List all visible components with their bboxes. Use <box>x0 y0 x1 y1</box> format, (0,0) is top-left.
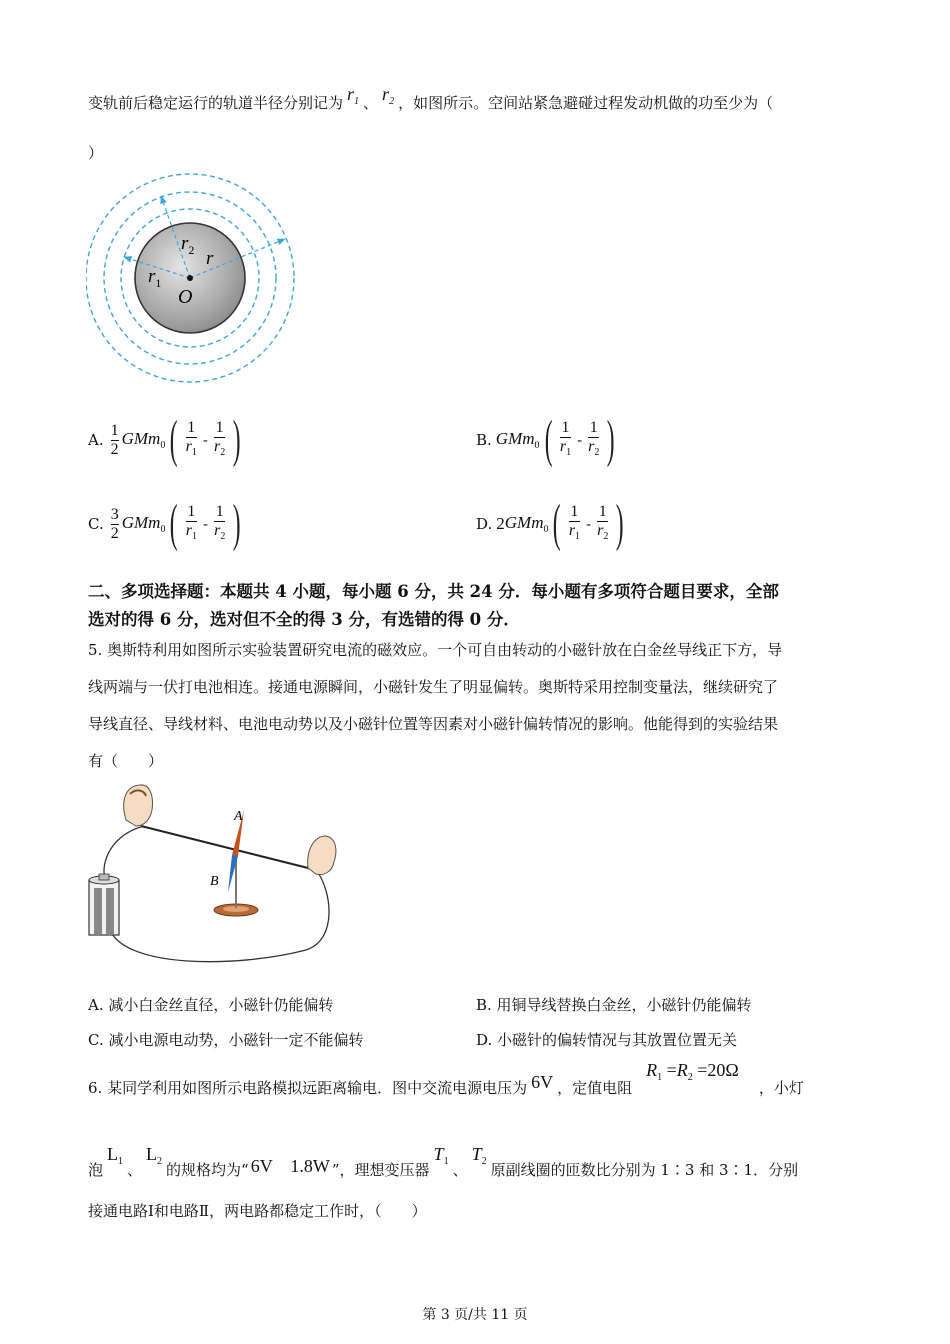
q4-line1 <box>88 84 774 120</box>
q6-line1: 6. 某同学利用如图所示电路模拟远距离输电．图中交流电源电压为 6V ，定值电阻 $R_1 =R_2 =20\Omega$ ，小灯 <box>88 1060 804 1097</box>
page-footer: 第 3 页/共 11 页 <box>422 1307 528 1323</box>
label-r1: $r_1$ <box>148 266 162 290</box>
q4-sep: 、 <box>363 94 379 112</box>
wire-bottom <box>110 870 329 962</box>
q4-text-a: 变轨前后稳定运行的轨道半径分别记为 <box>88 94 344 112</box>
hand-right <box>308 836 336 875</box>
battery <box>89 880 119 935</box>
q5-option-b[interactable]: B. 用铜导线替换白金丝，小磁针仍能偏转 <box>476 996 752 1014</box>
q5-line4: 有（ ） <box>88 752 164 770</box>
q4-option-a[interactable]: A. $\frac{1}{2}$ GMm$_0$ ( $\frac{1}{r_1}$ - $\frac{1}{r_2}$ ) <box>88 411 241 468</box>
q4-text-b: ，如图所示。空间站紧急避碰过程发动机做的功至少为（ <box>398 94 774 112</box>
q5-line1: 5. 奥斯特利用如图所示实验装置研究电流的磁效应。一个可自由转动的小磁针放在白金丝导线正下方，导 <box>88 641 783 659</box>
q4-r2: $r_2$ <box>382 84 395 107</box>
oersted-figure <box>86 780 346 972</box>
label-r2: $r_2$ <box>181 233 195 257</box>
q4-line2: ） <box>88 144 104 162</box>
q6-resistance: $R_1 =R_2 =20\Omega$ <box>646 1060 739 1083</box>
center-dot <box>187 275 193 281</box>
label-b: B <box>210 874 219 889</box>
q6-line3: 接通电路Ⅰ和电路Ⅱ，两电路都稳定工作时，（ ） <box>88 1202 427 1220</box>
section2-line2: 选对的得 6 分，选对但不全的得 3 分，有选错的得 0 分． <box>88 610 520 629</box>
label-o: O <box>178 286 193 308</box>
q4-option-b[interactable]: B. GMm$_0$ ( $\frac{1}{r_1}$ - $\frac{1}{r_2}$ ) <box>476 411 615 468</box>
q6-line2: 泡 $L_1$ 、 $L_2$ 的规格均为“ 6V 1.8W ”，理想变压器 $T_1$ 、 $T_2$ 原副线圈的匝数比分别为 1∶3 和 3∶1．分别 <box>88 1144 799 1179</box>
label-a: A <box>234 809 243 824</box>
q4-option-d[interactable]: D. 2 GMm$_0$ ( $\frac{1}{r_1}$ - $\frac{1}{r_2}$ ) <box>476 495 624 552</box>
platinum-wire <box>141 826 316 870</box>
q4-option-c[interactable]: C. $\frac{3}{2}$ GMm$_0$ ( $\frac{1}{r_1}$ - $\frac{1}{r_2}$ ) <box>88 495 241 552</box>
wire-left <box>104 826 144 880</box>
q5-option-a[interactable]: A. 减小白金丝直径，小磁针仍能偏转 <box>88 996 334 1014</box>
q5-line3: 导线直径、导线材料、电池电动势以及小磁针位置等因素对小磁针偏转情况的影响。他能得到的实验结果 <box>88 715 779 733</box>
label-r: r <box>206 248 214 269</box>
orbit-figure <box>86 172 298 384</box>
q5-option-d[interactable]: D. 小磁针的偏转情况与其放置位置无关 <box>476 1031 738 1049</box>
q5-option-c[interactable]: C. 减小电源电动势，小磁针一定不能偏转 <box>88 1031 364 1049</box>
q5-line2: 线两端与一伏打电池相连。接通电源瞬间，小磁针发生了明显偏转。奥斯特采用控制变量法，继续研究了 <box>88 678 779 696</box>
section2-line1: 二、多项选择题：本题共 4 小题，每小题 6 分，共 24 分．每小题有多项符合题目要求，全部 <box>88 582 779 601</box>
q4-r1: $r_1$ <box>347 84 360 107</box>
